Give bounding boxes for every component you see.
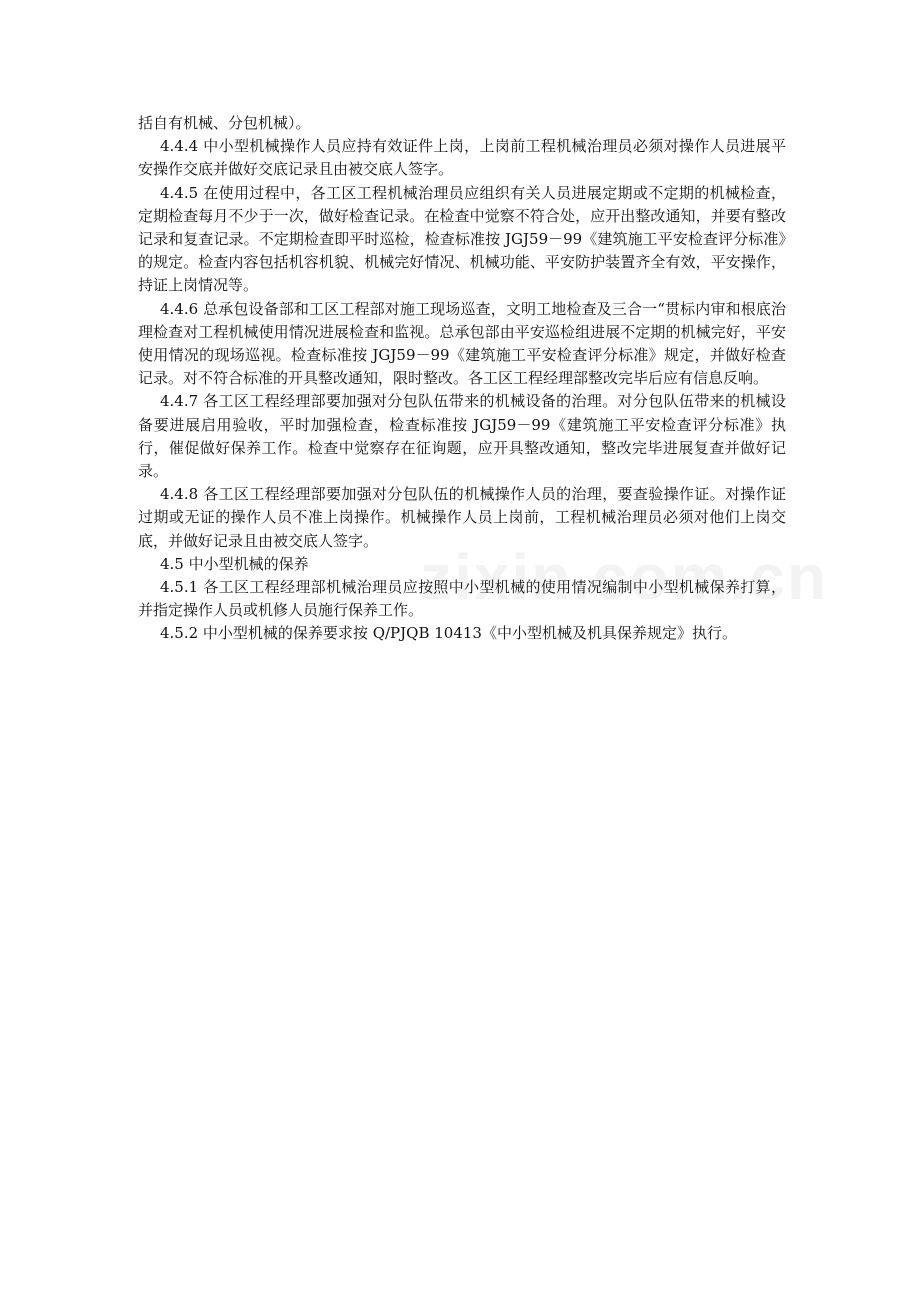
document-body [138, 112, 786, 646]
section-heading-4-5: 4.5 中小型机械的保养 [160, 554, 309, 573]
paragraph-4-4-4: 4.4.4 中小型机械操作人员应持有效证件上岗，上岗前工程机械治理员必须对操作人员进展平安操作交底并做好交底记录且由被交底人签字。 [138, 137, 786, 179]
paragraph-continuation: 括自有机械、分包机械）。 [138, 114, 311, 132]
paragraph-4-5-2: 4.5.2 中小型机械的保养要求按 Q/PJQB 10413《中小型机械及机具保养规定》执行。 [160, 624, 737, 643]
paragraph-4-4-6: 4.4.6 总承包设备部和工区工程部对施工现场巡查，文明工地检查及三合一“贯标内审和根底治理检查对工程机械使用情况进展检查和监视。总承包部由平安巡检组进展不定期的机械完好，平安使用情况的现场巡视。检查标准按 JGJ59－99《建筑施工平安检查评分标准》规定，并做好检查记录。对不符合标准的开具整改通知，限时整改。各工区工程经理部整改完毕后应有信息反响。 [138, 299, 786, 388]
paragraph-4-4-5: 4.4.5 在使用过程中，各工区工程机械治理员应组织有关人员进展定期或不定期的机械检查，定期检查每月不少于一次，做好检查记录。在检查中觉察不符合处，应开出整改通知，并要有整改记录和复查记录。不定期检查即平时巡检，检查标准按 JGJ59－99《建筑施工平安检查评分标准》的规定。检查内容包括机容机貌、机械完好情况、机械功能、平安防护装置齐全有效，平安操作，持证上岗情况等。 [138, 183, 786, 295]
paragraph-4-4-8: 4.4.8 各工区工程经理部要加强对分包队伍的机械操作人员的治理，要查验操作证。对操作证过期或无证的操作人员不准上岗操作。机械操作人员上岗前，工程机械治理员必须对他们上岗交底，并做好记录且由被交底人签字。 [138, 485, 786, 550]
paragraph-4-5-1: 4.5.1 各工区工程经理部机械治理员应按照中小型机械的使用情况编制中小型机械保养打算，并指定操作人员或机修人员施行保养工作。 [138, 578, 786, 620]
paragraph-4-4-7: 4.4.7 各工区工程经理部要加强对分包队伍带来的机械设备的治理。对分包队伍带来的机械设备要进展启用验收，平时加强检查，检查标准按 JGJ59－99《建筑施工平安检查评分标准》执行，催促做好保养工作。检查中觉察存在征询题，应开具整改通知，整改完毕进展复查并做好记录。 [138, 392, 786, 481]
